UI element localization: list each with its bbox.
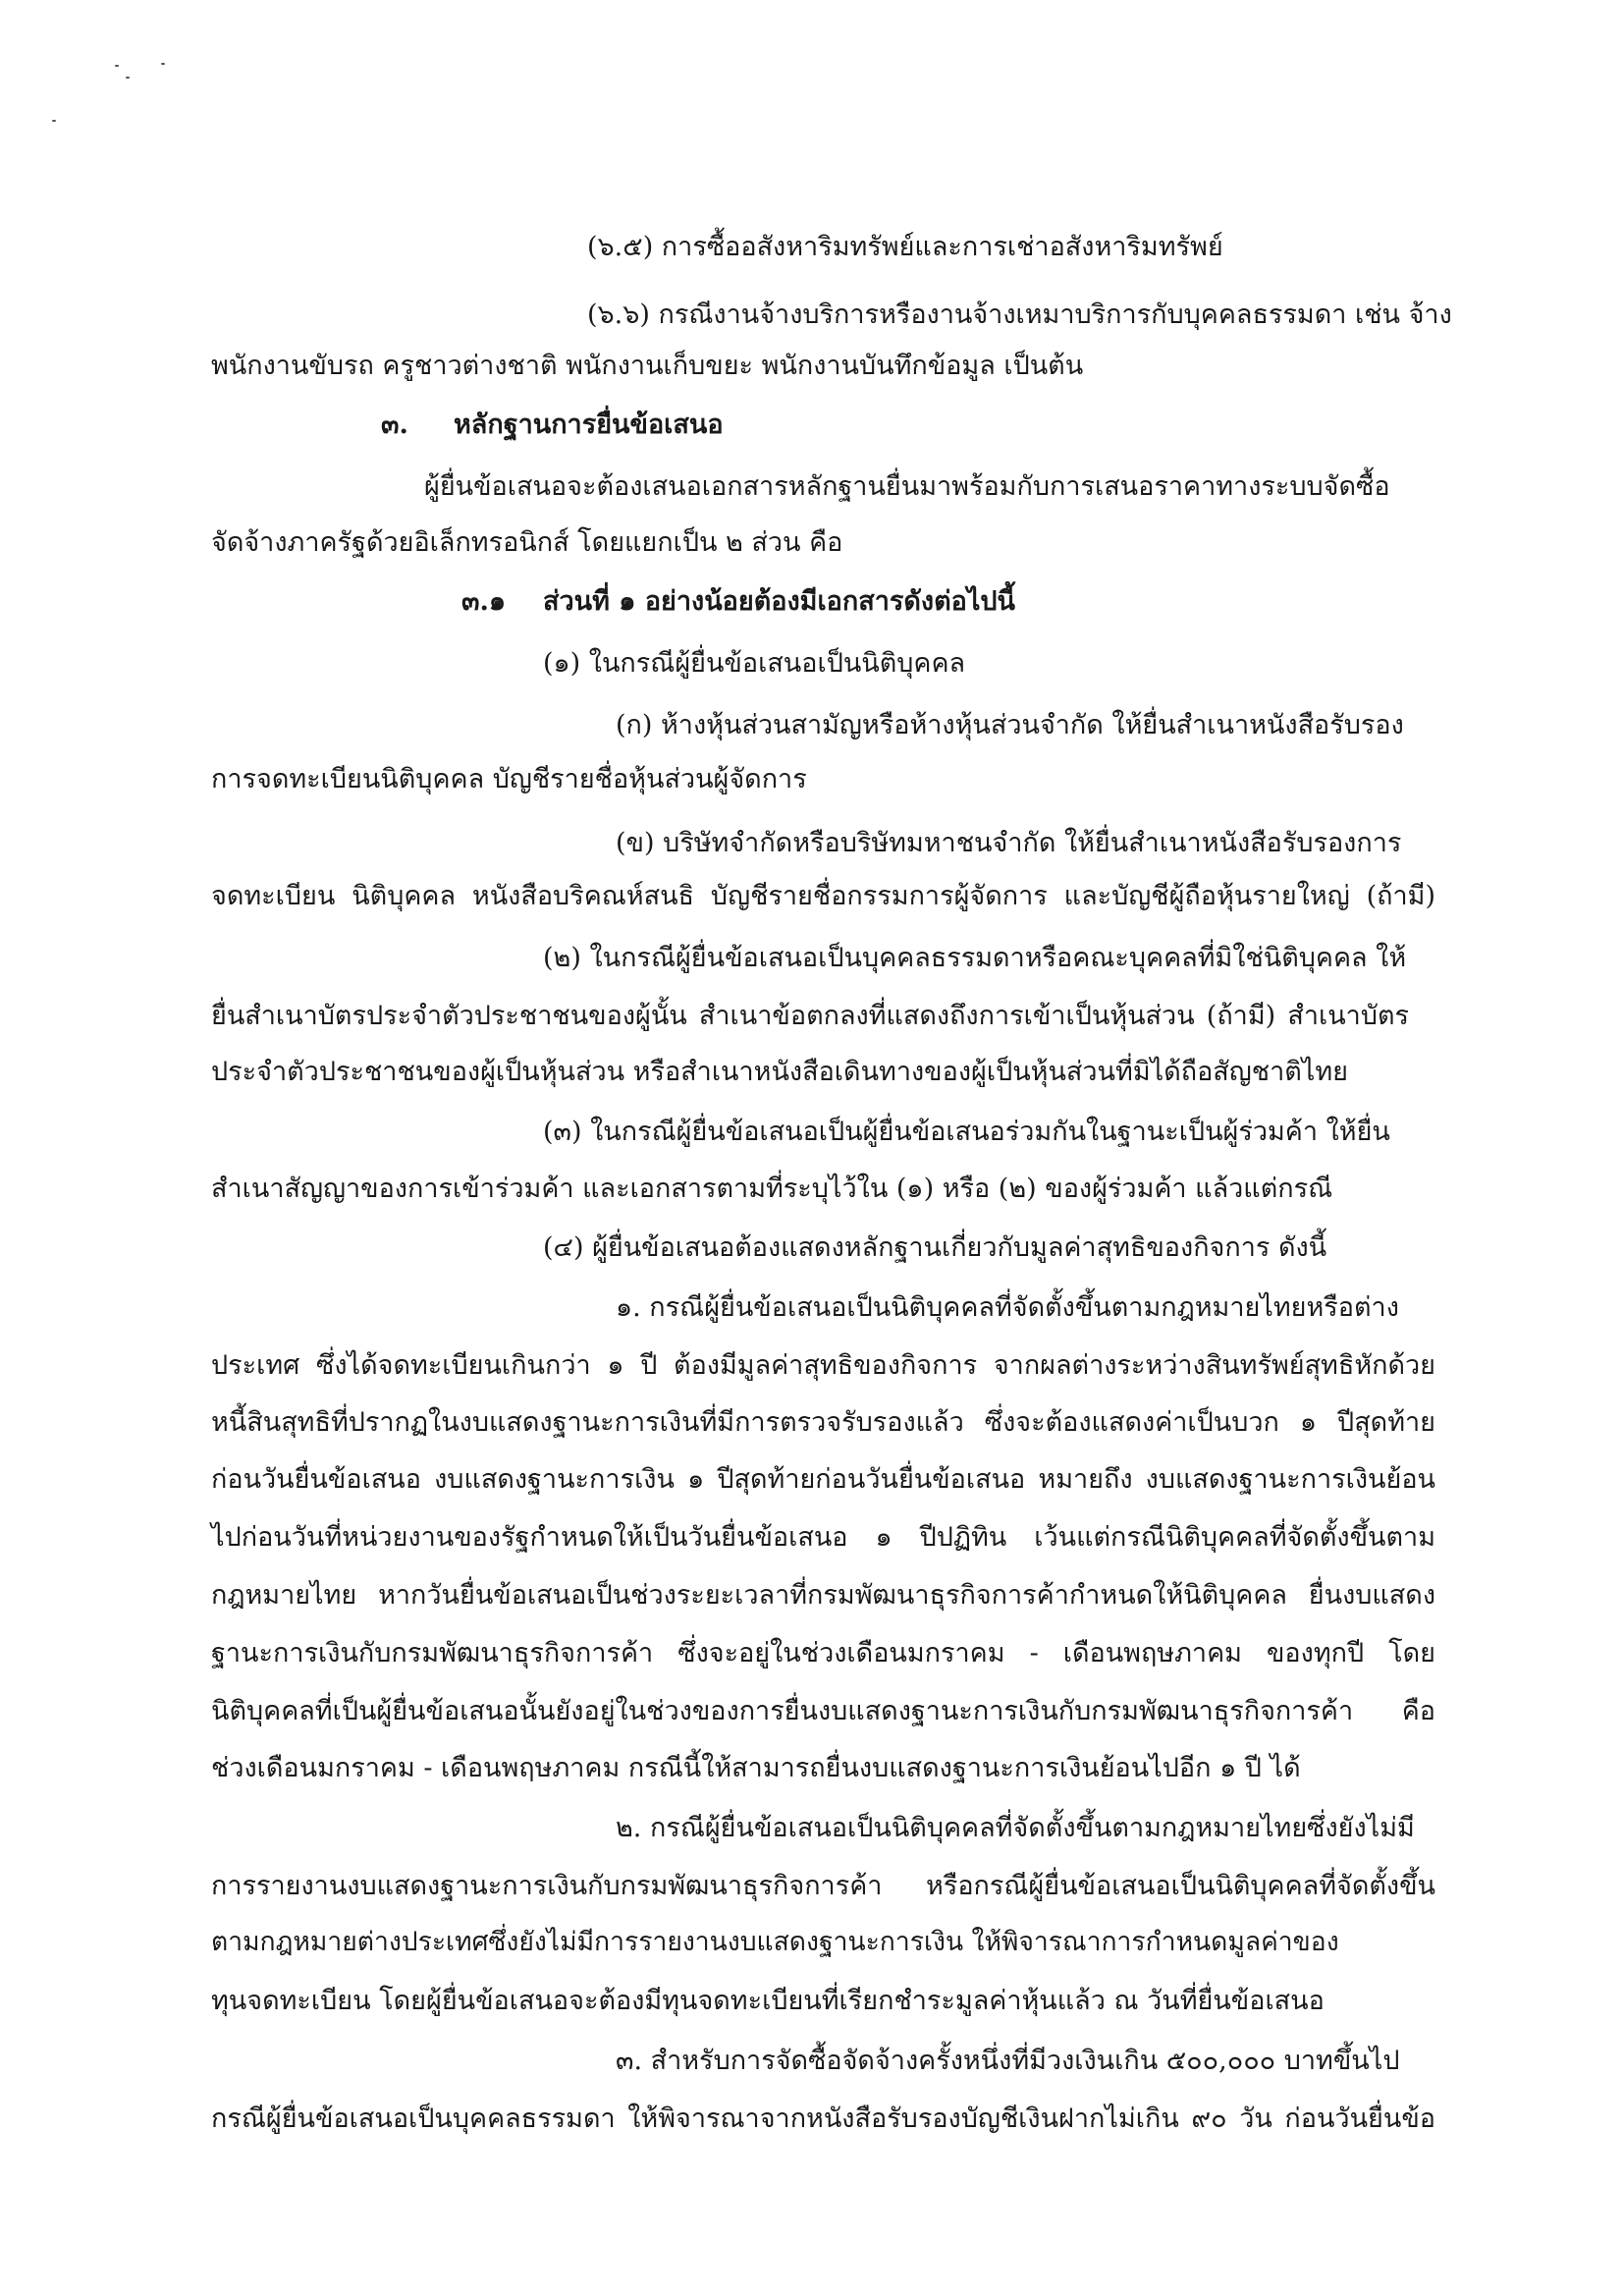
text-line: การรายงานงบแสดงฐานะการเงินกับกรมพัฒนาธุรกิจการค้า หรือกรณีผู้ยื่นข้อเสนอเป็นนิติบุคคลที่จัดตั้งขึ้น — [211, 1871, 1435, 1901]
text-line: ๓. สำหรับการจัดซื้อจัดจ้างครั้งหนึ่งที่มีวงเงินเกิน ๕๐๐,๐๐๐ บาทขึ้นไป — [616, 2046, 1400, 2076]
text-line: ทุนจดทะเบียน โดยผู้ยื่นข้อเสนอจะต้องมีทุนจดทะเบียนที่เรียกชำระมูลค่าหุ้นแล้ว ณ วันที่ยื่นข้อเสนอ — [211, 1986, 1325, 2016]
text-line: นิติบุคคลที่เป็นผู้ยื่นข้อเสนอนั้นยังอยู่ในช่วงของการยื่นงบแสดงฐานะการเงินกับกรมพัฒนาธุรกิจการค้า คือ — [211, 1696, 1435, 1726]
scan-speck — [115, 65, 119, 67]
text-line: (ข) บริษัทจำกัดหรือบริษัทมหาชนจำกัด ให้ยื่นสำเนาหนังสือรับรองการ — [616, 828, 1402, 858]
text-line: (๖.๖) กรณีงานจ้างบริการหรืองานจ้างเหมาบริการกับบุคคลธรรมดา เช่น จ้าง — [587, 300, 1452, 330]
text-line: สำเนาสัญญาของการเข้าร่วมค้า และเอกสารตามที่ระบุไว้ใน (๑) หรือ (๒) ของผู้ร่วมค้า แล้วแต่กรณี — [211, 1174, 1333, 1204]
scan-speck — [161, 63, 165, 65]
text-line: ไปก่อนวันที่หน่วยงานของรัฐกำหนดให้เป็นวันยื่นข้อเสนอ ๑ ปีปฏิทิน เว้นแต่กรณีนิติบุคคลที่จัดตั้งขึ้นตาม — [211, 1522, 1435, 1553]
text-line: ก่อนวันยื่นข้อเสนอ งบแสดงฐานะการเงิน ๑ ปีสุดท้ายก่อนวันยื่นข้อเสนอ หมายถึง งบแสดงฐานะการเงินย้อน — [211, 1464, 1435, 1495]
text-line: การจดทะเบียนนิติบุคคล บัญชีรายชื่อหุ้นส่วนผู้จัดการ — [211, 764, 807, 794]
subsection-title: ส่วนที่ ๑ อย่างน้อยต้องมีเอกสารดังต่อไปนี้ — [543, 586, 1016, 617]
text-line: พนักงานขับรถ ครูชาวต่างชาติ พนักงานเก็บขยะ พนักงานบันทึกข้อมูล เป็นต้น — [211, 351, 1084, 381]
text-line: (๓) ในกรณีผู้ยื่นข้อเสนอเป็นผู้ยื่นข้อเสนอร่วมกันในฐานะเป็นผู้ร่วมค้า ให้ยื่น — [543, 1117, 1390, 1147]
text-line: ประเทศ ซึ่งได้จดทะเบียนเกินกว่า ๑ ปี ต้องมีมูลค่าสุทธิของกิจการ จากผลต่างระหว่างสินทรัพย์สุทธิหักด้วย — [211, 1350, 1435, 1381]
text-line: ตามกฎหมายต่างประเทศซึ่งยังไม่มีการรายงานงบแสดงฐานะการเงิน ให้พิจารณาการกำหนดมูลค่าของ — [211, 1927, 1339, 1957]
text-line: (ก) ห้างหุ้นส่วนสามัญหรือห้างหุ้นส่วนจำกัด ให้ยื่นสำเนาหนังสือรับรอง — [616, 710, 1404, 740]
text-line: ผู้ยื่นข้อเสนอจะต้องเสนอเอกสารหลักฐานยื่นมาพร้อมกับการเสนอราคาทางระบบจัดซื้อ — [424, 471, 1390, 502]
text-line: จดทะเบียน นิติบุคคล หนังสือบริคณห์สนธิ บัญชีรายชื่อกรรมการผู้จัดการ และบัญชีผู้ถือหุ้นรายใหญ่ (ถ้ามี) — [211, 881, 1435, 911]
text-line: (๑) ในกรณีผู้ยื่นข้อเสนอเป็นนิติบุคคล — [543, 648, 966, 679]
text-line: ๑. กรณีผู้ยื่นข้อเสนอเป็นนิติบุคคลที่จัดตั้งขึ้นตามกฎหมายไทยหรือต่าง — [616, 1292, 1399, 1323]
text-line: ยื่นสำเนาบัตรประจำตัวประชาชนของผู้นั้น สำเนาข้อตกลงที่แสดงถึงการเข้าเป็นหุ้นส่วน (ถ้ามี) สำเนาบัตร — [211, 1001, 1409, 1031]
text-line: ประจำตัวประชาชนของผู้เป็นหุ้นส่วน หรือสำเนาหนังสือเดินทางของผู้เป็นหุ้นส่วนที่มิได้ถือสัญชาติไทย — [211, 1057, 1348, 1087]
section-title: หลักฐานการยื่นข้อเสนอ — [454, 410, 724, 440]
text-line: จัดจ้างภาครัฐด้วยอิเล็กทรอนิกส์ โดยแยกเป็น ๒ ส่วน คือ — [211, 527, 843, 558]
subsection-number: ๓.๑ — [461, 586, 506, 617]
scan-speck — [52, 120, 56, 122]
text-line: ช่วงเดือนมกราคม - เดือนพฤษภาคม กรณีนี้ให้สามารถยื่นงบแสดงฐานะการเงินย้อนไปอีก ๑ ปี ได้ — [211, 1753, 1301, 1783]
text-line: (๒) ในกรณีผู้ยื่นข้อเสนอเป็นบุคคลธรรมดาหรือคณะบุคคลที่มิใช่นิติบุคคล ให้ — [543, 943, 1407, 973]
scan-speck — [126, 77, 130, 79]
text-line: ฐานะการเงินกับกรมพัฒนาธุรกิจการค้า ซึ่งจะอยู่ในช่วงเดือนมกราคม - เดือนพฤษภาคม ของทุกปี โดย — [211, 1638, 1435, 1668]
text-line: ๒. กรณีผู้ยื่นข้อเสนอเป็นนิติบุคคลที่จัดตั้งขึ้นตามกฎหมายไทยซึ่งยังไม่มี — [616, 1813, 1415, 1843]
text-line: (๔) ผู้ยื่นข้อเสนอต้องแสดงหลักฐานเกี่ยวกับมูลค่าสุทธิของกิจการ ดังนี้ — [543, 1232, 1327, 1263]
text-line: กรณีผู้ยื่นข้อเสนอเป็นบุคคลธรรมดา ให้พิจารณาจากหนังสือรับรองบัญชีเงินฝากไม่เกิน ๙๐ วัน ก่อนวันยื่นข้อ — [211, 2104, 1435, 2134]
text-line: กฎหมายไทย หากวันยื่นข้อเสนอเป็นช่วงระยะเวลาที่กรมพัฒนาธุรกิจการค้ากำหนดให้นิติบุคคล ยื่นงบแสดง — [211, 1580, 1435, 1611]
text-line: หนี้สินสุทธิที่ปรากฏในงบแสดงฐานะการเงินที่มีการตรวจรับรองแล้ว ซึ่งจะต้องแสดงค่าเป็นบวก ๑ ปีสุดท้าย — [211, 1407, 1435, 1438]
section-number: ๓. — [381, 410, 408, 440]
text-line: (๖.๕) การซื้ออสังหาริมทรัพย์และการเช่าอสังหาริมทรัพย์ — [587, 232, 1223, 262]
